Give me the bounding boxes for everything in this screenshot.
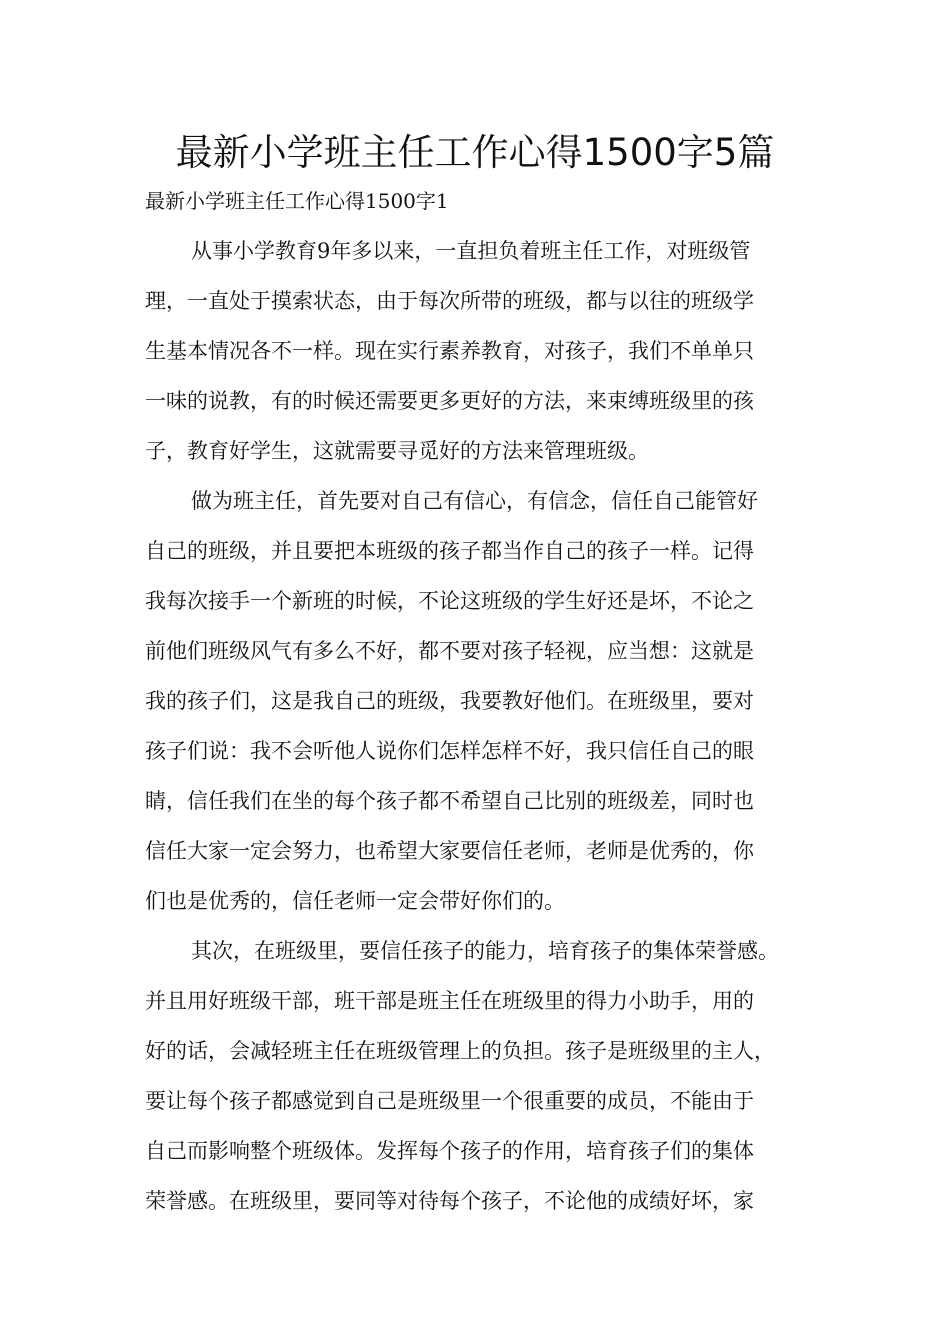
paragraph-line: 从事小学教育9年多以来，一直担负着班主任工作，对班级管	[191, 239, 751, 263]
paragraph-line: 理，一直处于摸索状态，由于每次所带的班级，都与以往的班级学	[145, 289, 754, 313]
paragraph-line: 信任大家一定会努力，也希望大家要信任老师，老师是优秀的，你	[145, 839, 754, 863]
paragraph-line: 要让每个孩子都感觉到自己是班级里一个很重要的成员，不能由于	[145, 1089, 754, 1113]
paragraph-line: 孩子们说：我不会听他人说你们怎样怎样不好，我只信任自己的眼	[145, 739, 754, 763]
paragraph-line: 生基本情况各不一样。现在实行素养教育，对孩子，我们不单单只	[145, 339, 754, 363]
paragraph-line: 好的话，会减轻班主任在班级管理上的负担。孩子是班级里的主人，	[145, 1039, 775, 1063]
section-heading: 最新小学班主任工作心得1500字1	[145, 189, 449, 213]
paragraph-line: 自己而影响整个班级体。发挥每个孩子的作用，培育孩子们的集体	[145, 1139, 754, 1163]
document-title: 最新小学班主任工作心得1500字5篇	[175, 131, 775, 174]
paragraph-line: 我的孩子们，这是我自己的班级，我要教好他们。在班级里，要对	[145, 689, 754, 713]
paragraph-line: 睛，信任我们在坐的每个孩子都不希望自己比别的班级差，同时也	[145, 789, 754, 813]
paragraph-line: 自己的班级，并且要把本班级的孩子都当作自己的孩子一样。记得	[145, 539, 754, 563]
paragraph-line: 其次，在班级里，要信任孩子的能力，培育孩子的集体荣誉感。	[191, 939, 779, 963]
paragraph-line: 做为班主任，首先要对自己有信心，有信念，信任自己能管好	[191, 489, 758, 513]
paragraph-line: 前他们班级风气有多么不好，都不要对孩子轻视，应当想：这就是	[145, 639, 754, 663]
paragraph-line: 我每次接手一个新班的时候，不论这班级的学生好还是坏，不论之	[145, 589, 754, 613]
paragraph-line: 并且用好班级干部，班干部是班主任在班级里的得力小助手，用的	[145, 989, 754, 1013]
paragraph-line: 子，教育好学生，这就需要寻觅好的方法来管理班级。	[145, 439, 649, 463]
paragraph-line: 荣誉感。在班级里，要同等对待每个孩子，不论他的成绩好坏，家	[145, 1189, 754, 1213]
paragraph-line: 一味的说教，有的时候还需要更多更好的方法，来束缚班级里的孩	[145, 389, 754, 413]
paragraph-line: 们也是优秀的，信任老师一定会带好你们的。	[145, 889, 565, 913]
